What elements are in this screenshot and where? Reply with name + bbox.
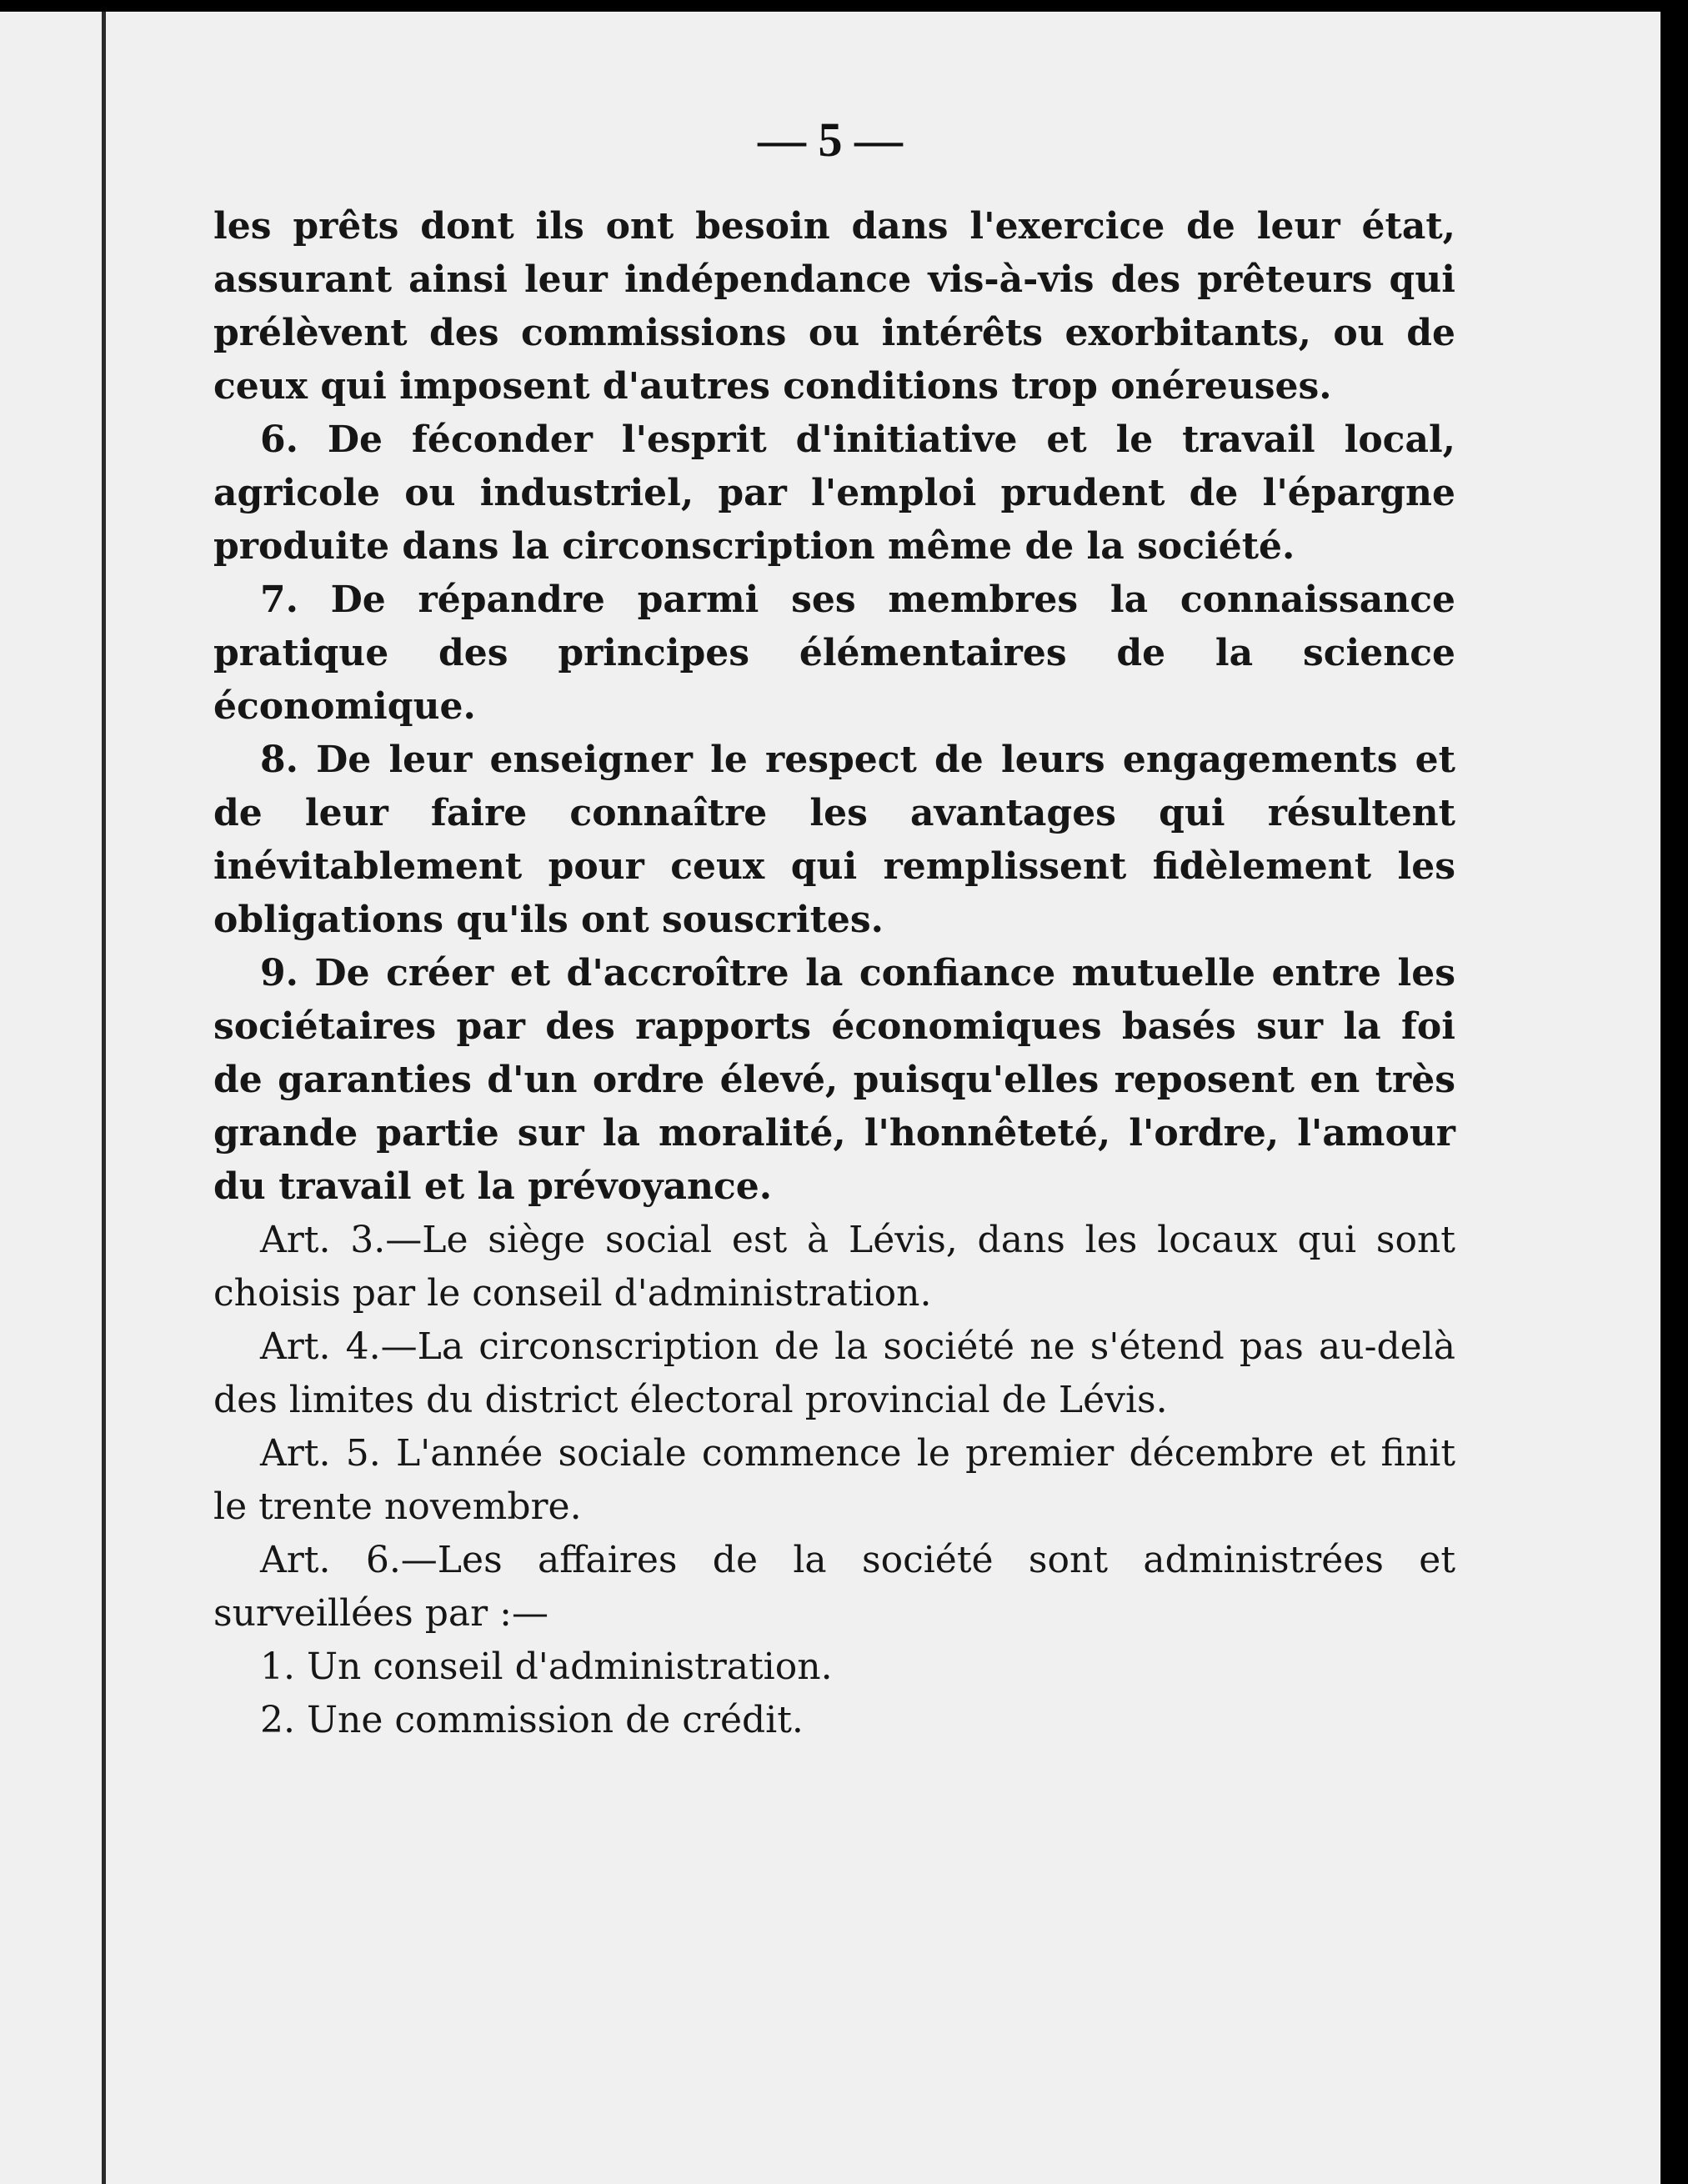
- scan-edge-mark: [1084, 0, 1217, 12]
- paragraph-article-6: Art. 6.—Les affaires de la société sont administrées et surveillées par :—: [213, 1539, 1455, 1635]
- paragraph-item-8: 8. De leur enseigner le respect de leurs engagements et de leur faire connaître les avantages qui résultent inévitablement pour ceux qui remplissent fidèlement les obligations qu'ils ont souscrites.: [213, 739, 1455, 941]
- paragraph-continuation: les prêts dont ils ont besoin dans l'exercice de leur état, assurant ainsi leur indépendance vis-à-vis des prêteurs qui prélèvent des commissions ou intérêts exorbitants, ou de ceux qui imposent d'autres conditions trop onéreuses.: [213, 205, 1455, 408]
- paragraph-article-4: Art. 4.—La circonscription de la société ne s'étend pas au-delà des limites du district électoral provincial de Lévis.: [213, 1325, 1455, 1421]
- paragraph-article-5: Art. 5. L'année sociale commence le premier décembre et finit le trente novembre.: [213, 1432, 1455, 1528]
- page-number: — 5 —: [758, 113, 903, 167]
- list-item-1: 1. Un conseil d'administration.: [260, 1646, 833, 1688]
- document-page: [0, 12, 1660, 2184]
- paragraph-item-9: 9. De créer et d'accroître la confiance mutuelle entre les sociétaires par des rapports économiques basés sur la foi de garanties d'un ordre élevé, puisqu'elles reposent en très grande partie sur la moralité, l'honnêteté, l'ordre, l'amour du travail et la prévoyance.: [213, 952, 1455, 1208]
- paragraph-item-6: 6. De féconder l'esprit d'initiative et le travail local, agricole ou industriel, par l'emploi prudent de l'épargne produite dans la circonscription même de la société.: [213, 418, 1455, 568]
- paragraph-article-3: Art. 3.—Le siège social est à Lévis, dans les locaux qui sont choisis par le conseil d'administration.: [213, 1219, 1455, 1315]
- binding-gutter-line: [102, 12, 106, 2184]
- paragraph-item-7: 7. De répandre parmi ses membres la connaissance pratique des principes élémentaires de la science économique.: [213, 579, 1455, 728]
- list-item-2: 2. Une commission de crédit.: [260, 1699, 804, 1741]
- body-text: [213, 200, 1455, 1747]
